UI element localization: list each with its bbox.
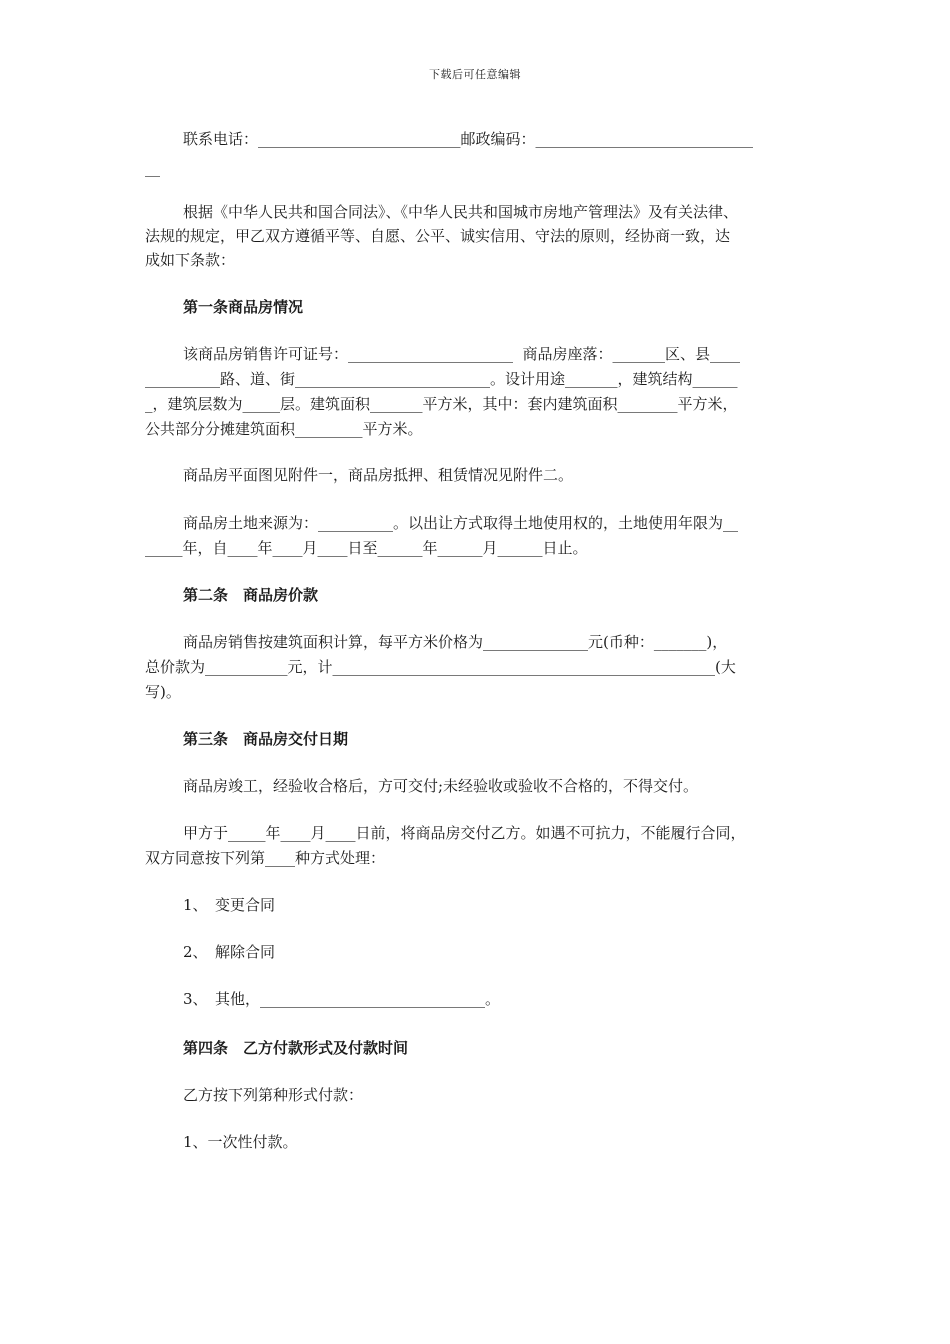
article-1-line: __________路、道、街__________________________。设计用途_______，建筑结构______ bbox=[145, 370, 738, 388]
payment-intro: 乙方按下列第种形式付款： bbox=[183, 1086, 364, 1104]
land-source-line: _____年，自____年____月____日至______年______月______日止。 bbox=[145, 539, 588, 557]
price-line: 写)。 bbox=[145, 683, 181, 701]
page-header: 下载后可任意编辑 bbox=[429, 68, 521, 81]
contact-line: 联系电话：___________________________邮政编码：_____________________________ bbox=[183, 130, 754, 148]
article-1-heading: 第一条商品房情况 bbox=[183, 298, 304, 316]
article-3-heading: 第三条 商品房交付日期 bbox=[183, 730, 349, 748]
article-1-line: 该商品房销售许可证号：______________________ 商品房座落：_______区、县____ bbox=[183, 345, 741, 363]
article-1-line: 公共部分分摊建筑面积_________平方米。 bbox=[145, 420, 423, 438]
option-item: 3、 其他，______________________________。 bbox=[183, 990, 501, 1008]
payment-item: 1、一次性付款。 bbox=[183, 1133, 298, 1151]
delivery-date-line: 双方同意按下列第____种方式处理： bbox=[145, 849, 386, 867]
price-line: 总价款为___________元，计___________________________________________________(大 bbox=[145, 658, 736, 676]
delivery-condition: 商品房竣工，经验收合格后，方可交付;未经验收或验收不合格的，不得交付。 bbox=[183, 777, 699, 795]
article-4-heading: 第四条 乙方付款形式及付款时间 bbox=[183, 1039, 409, 1057]
option-item: 2、 解除合同 bbox=[183, 943, 276, 961]
contact-line-cont: __ bbox=[145, 159, 160, 177]
preamble-line: 法规的规定，甲乙双方遵循平等、自愿、公平、诚实信用、守法的原则，经协商一致，达 bbox=[145, 227, 731, 245]
floor-plan-note: 商品房平面图见附件一，商品房抵押、租赁情况见附件二。 bbox=[183, 466, 574, 484]
preamble-line: 成如下条款： bbox=[145, 251, 236, 269]
option-item: 1、 变更合同 bbox=[183, 896, 276, 914]
article-2-heading: 第二条 商品房价款 bbox=[183, 586, 319, 604]
land-source-line: 商品房土地来源为：__________。以出让方式取得土地使用权的，土地使用年限为__ bbox=[183, 514, 739, 532]
preamble-line: 根据《中华人民共和国合同法》、《中华人民共和国城市房地产管理法》及有关法律、 bbox=[183, 203, 739, 221]
delivery-date-line: 甲方于_____年____月____日前，将商品房交付乙方。如遇不可抗力，不能履行合同， bbox=[183, 824, 746, 842]
article-1-line: _，建筑层数为_____层。建筑面积_______平方米，其中：套内建筑面积________平方米， bbox=[145, 395, 738, 413]
price-line: 商品房销售按建筑面积计算，每平方米价格为______________元(币种：_______)， bbox=[183, 633, 728, 651]
